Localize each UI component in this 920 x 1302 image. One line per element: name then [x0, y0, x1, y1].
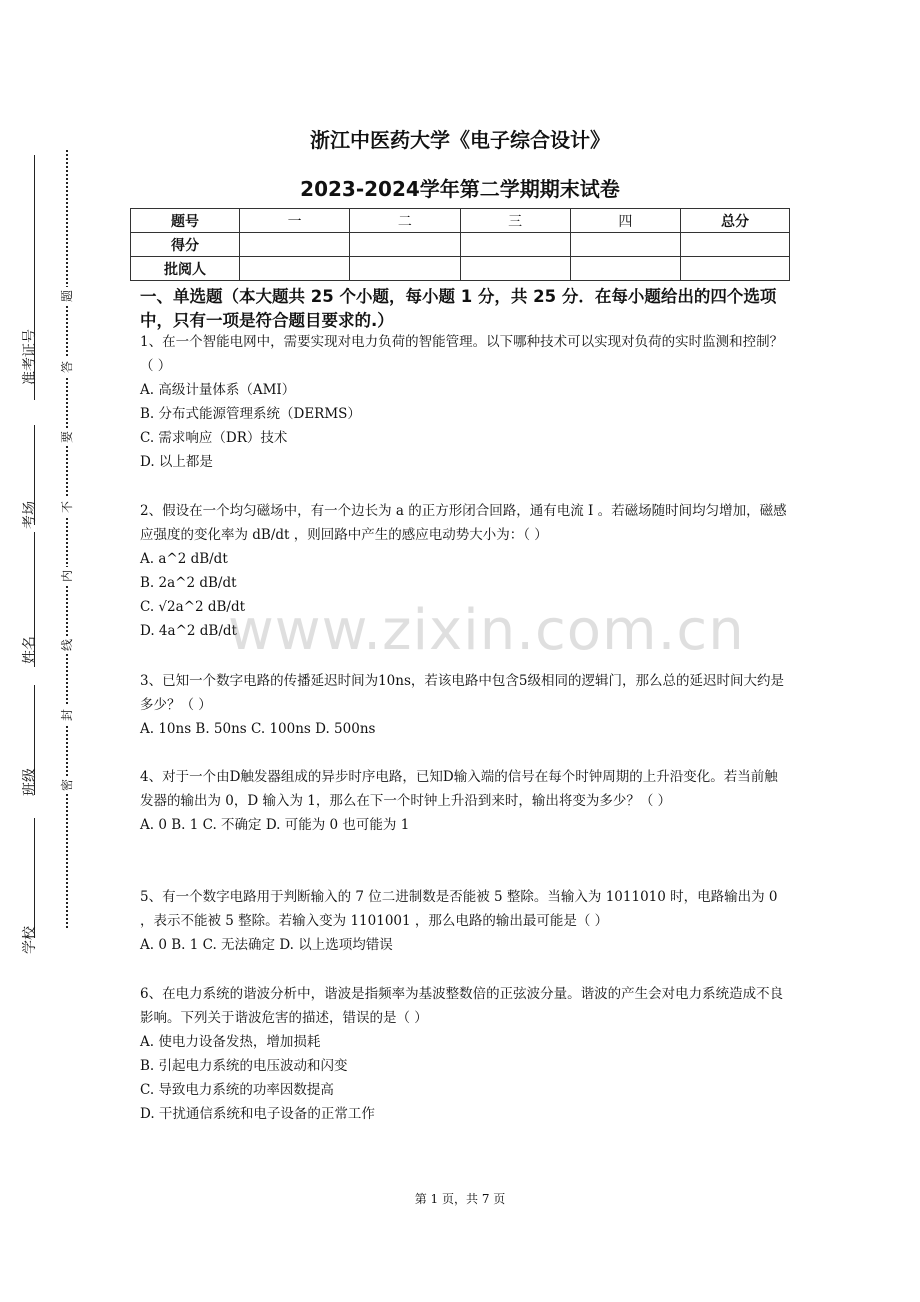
question-option: D. 干扰通信系统和电子设备的正常工作 — [140, 1106, 375, 1122]
score-col-header: 总分 — [681, 209, 790, 233]
score-cell[interactable] — [570, 257, 680, 281]
question-stem: 2、假设在一个均匀磁场中，有一个边长为 a 的正方形闭合回路，通有电流 I 。若磁场随时间均匀增加，磁感应强度的变化率为 dB/dt ，则回路中产生的感应电动势大小为：（ ） — [140, 503, 787, 543]
question-option: B. 分布式能源管理系统（DERMS） — [140, 406, 361, 422]
question-option: A. 高级计量体系（AMI） — [140, 382, 296, 398]
score-cell[interactable] — [681, 233, 790, 257]
score-row-label: 批阅人 — [131, 257, 240, 281]
score-cell[interactable] — [350, 233, 460, 257]
seal-char: 要 — [58, 428, 76, 446]
question-option: C. √2a^2 dB/dt — [140, 599, 246, 615]
question-option: B. 引起电力系统的电压波动和闪变 — [140, 1058, 348, 1074]
question-stem: 1、在一个智能电网中，需要实现对电力负荷的智能管理。以下哪种技术可以实现对负荷的实时监测和控制？（ ） — [140, 334, 784, 374]
question-5 — [140, 885, 790, 957]
question-stem: 4、对于一个由D触发器组成的异步时序电路，已知D输入端的信号在每个时钟周期的上升沿变化。若当前触发器的输出为 0，D 输入为 1，那么在下一个时钟上升沿到来时，输出将变为多少？（ ） — [140, 769, 778, 809]
score-col-header: 三 — [460, 209, 570, 233]
field-label-school: 学校 — [22, 926, 38, 954]
page-footer: 第 1 页，共 7 页 — [414, 1192, 506, 1206]
seal-dotted-line — [66, 150, 68, 928]
field-label-name: 姓名 — [22, 636, 38, 664]
score-row-label: 得分 — [131, 233, 240, 257]
field-label-room: 考场 — [22, 501, 38, 529]
question-option: B. 2a^2 dB/dt — [140, 575, 237, 591]
question-option: D. 4a^2 dB/dt — [140, 623, 237, 639]
question-stem: 5、有一个数字电路用于判断输入的 7 位二进制数是否能被 5 整除。当输入为 1011010 时，电路输出为 0 ，表示不能被 5 整除。若输入变为 1101001 ，那么电路的输出最可能是（ ） — [140, 889, 778, 929]
section-heading: 一、单选题（本大题共 25 个小题，每小题 1 分，共 25 分．在每小题给出的四个选项中，只有一项是符合题目要求的.） — [140, 287, 777, 330]
question-option: A. 0 B. 1 C. 无法确定 D. 以上选项均错误 — [140, 937, 393, 953]
seal-char: 内 — [58, 567, 76, 585]
seal-char: 线 — [58, 636, 76, 654]
seal-char: 题 — [58, 287, 76, 305]
question-option: A. 使电力设备发热，增加损耗 — [140, 1034, 321, 1050]
score-cell[interactable] — [570, 233, 680, 257]
question-4 — [140, 765, 790, 837]
question-3 — [140, 669, 790, 741]
score-cell[interactable] — [240, 233, 350, 257]
seal-char: 不 — [58, 498, 76, 516]
field-line-xx — [34, 818, 35, 938]
question-stem: 6、在电力系统的谐波分析中，谐波是指频率为基波整数倍的正弦波分量。谐波的产生会对电力系统造成不良影响。下列关于谐波危害的描述，错误的是（ ） — [140, 986, 784, 1026]
question-option: C. 导致电力系统的功率因数提高 — [140, 1082, 334, 1098]
seal-char: 密 — [58, 776, 76, 794]
seal-char: 答 — [58, 358, 76, 376]
question-6 — [140, 982, 790, 1126]
score-table-header-row — [131, 209, 790, 233]
score-cell[interactable] — [240, 257, 350, 281]
field-label-class: 班级 — [22, 768, 38, 796]
score-cell[interactable] — [460, 233, 570, 257]
score-col-header: 四 — [570, 209, 680, 233]
score-col-header: 题号 — [131, 209, 240, 233]
score-cell[interactable] — [350, 257, 460, 281]
score-cell[interactable] — [460, 257, 570, 281]
score-table-row — [131, 257, 790, 281]
score-table — [130, 208, 790, 281]
exam-subtitle: 2023-2024学年第二学期期末试卷 — [300, 177, 620, 201]
question-option: D. 以上都是 — [140, 454, 213, 470]
watermark: www.zixin.com.cn — [228, 598, 745, 663]
question-option: C. 需求响应（DR）技术 — [140, 430, 288, 446]
question-option: A. a^2 dB/dt — [140, 551, 228, 567]
question-option: A. 0 B. 1 C. 不确定 D. 可能为 0 也可能为 1 — [140, 817, 410, 833]
question-stem: 3、已知一个数字电路的传播延迟时间为10ns，若该电路中包含5级相同的逻辑门，那么总的延迟时间大约是多少？（ ） — [140, 673, 784, 713]
question-1 — [140, 330, 790, 474]
exam-title: 浙江中医药大学《电子综合设计》 — [310, 128, 610, 152]
seal-char: 封 — [58, 706, 76, 724]
field-label-exam-id: 准考证号 — [22, 329, 38, 385]
score-col-header: 二 — [350, 209, 460, 233]
score-col-header: 一 — [240, 209, 350, 233]
score-table-row — [131, 233, 790, 257]
question-option: A. 10ns B. 50ns C. 100ns D. 500ns — [140, 721, 376, 737]
score-cell[interactable] — [681, 257, 790, 281]
